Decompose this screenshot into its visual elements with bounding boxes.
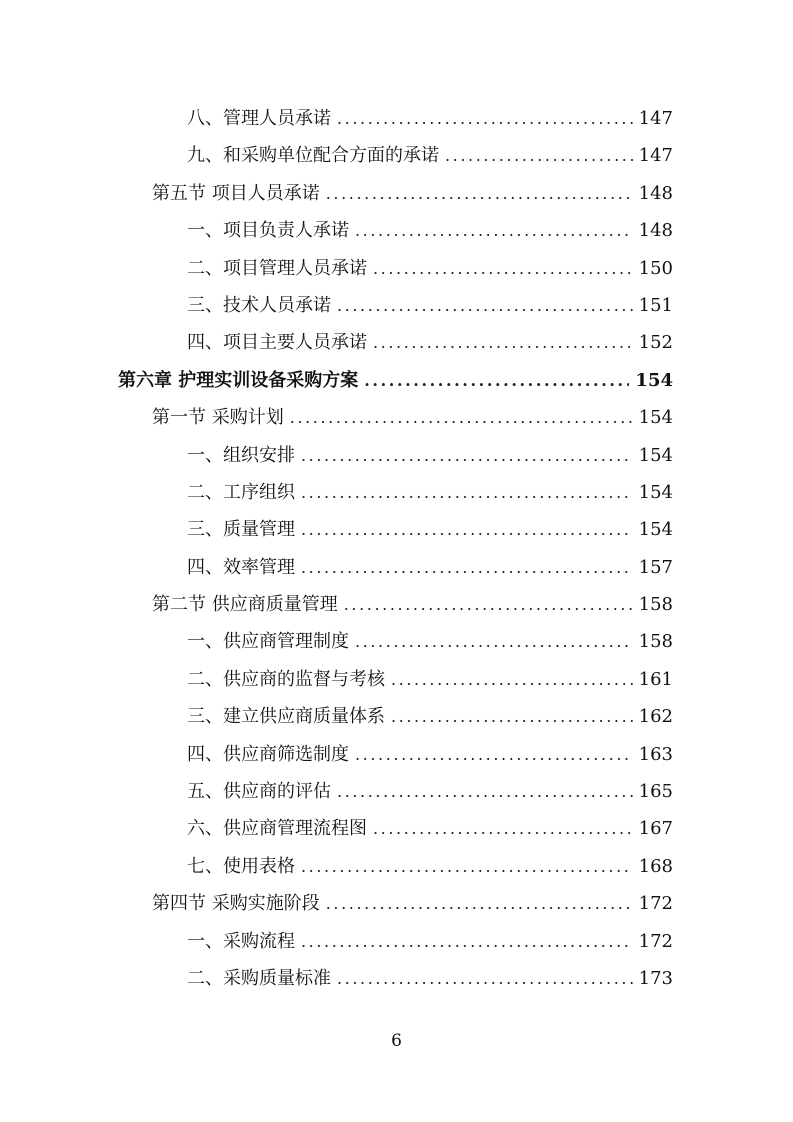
toc-entry-page: 172 bbox=[638, 930, 673, 952]
toc-entry[interactable] bbox=[0, 100, 793, 137]
toc-entry[interactable] bbox=[0, 923, 793, 960]
dot-leader bbox=[355, 736, 633, 773]
dot-leader bbox=[373, 324, 633, 361]
toc-entry-page: 150 bbox=[638, 257, 673, 279]
toc-entry-page: 154 bbox=[638, 481, 673, 503]
toc-entry-page: 158 bbox=[638, 631, 673, 653]
toc-entry[interactable] bbox=[0, 698, 793, 735]
toc-entry-page: 151 bbox=[638, 294, 673, 316]
dot-leader bbox=[445, 137, 633, 174]
toc-entry-title: 二、采购质量标准 bbox=[187, 967, 331, 989]
toc-entry-page: 148 bbox=[638, 220, 673, 242]
toc-entry-title: 九、和采购单位配合方面的承诺 bbox=[187, 145, 439, 167]
toc-entry-title: 三、技术人员承诺 bbox=[187, 294, 331, 316]
dot-leader bbox=[344, 586, 633, 623]
toc-entry-page: 163 bbox=[638, 743, 673, 765]
toc-entry-title: 一、组织安排 bbox=[187, 444, 295, 466]
dot-leader bbox=[373, 810, 633, 847]
toc-entry-title: 第六章 护理实训设备采购方案 bbox=[118, 369, 359, 391]
toc-entry-page: 152 bbox=[638, 332, 673, 354]
toc-entry[interactable] bbox=[0, 212, 793, 249]
toc-entry-title: 第四节 采购实施阶段 bbox=[152, 893, 320, 915]
toc-entry-page: 154 bbox=[638, 519, 673, 541]
dot-leader bbox=[355, 212, 633, 249]
toc-entry-page: 154 bbox=[635, 369, 673, 391]
toc-entry[interactable] bbox=[0, 437, 793, 474]
dot-leader bbox=[337, 960, 633, 997]
dot-leader bbox=[355, 623, 633, 660]
toc-entry-title: 二、项目管理人员承诺 bbox=[187, 257, 367, 279]
toc-entry[interactable] bbox=[0, 848, 793, 885]
dot-leader bbox=[337, 773, 633, 810]
dot-leader bbox=[301, 474, 633, 511]
dot-leader bbox=[301, 923, 633, 960]
dot-leader bbox=[337, 100, 633, 137]
toc-entry-title: 第二节 供应商质量管理 bbox=[152, 594, 338, 616]
toc-entry[interactable] bbox=[0, 399, 793, 436]
toc-entry-page: 147 bbox=[638, 108, 673, 129]
toc-entry-title: 三、建立供应商质量体系 bbox=[187, 706, 385, 728]
dot-leader bbox=[301, 549, 633, 586]
dot-leader bbox=[301, 437, 633, 474]
toc-entry-page: 154 bbox=[638, 407, 673, 429]
toc-entry-title: 第一节 采购计划 bbox=[152, 407, 284, 429]
toc-entry[interactable] bbox=[0, 137, 793, 174]
toc-entry[interactable] bbox=[0, 661, 793, 698]
toc-entry[interactable] bbox=[0, 474, 793, 511]
toc-entry-title: 一、供应商管理制度 bbox=[187, 631, 349, 653]
table-of-contents bbox=[0, 100, 793, 997]
toc-entry-title: 六、供应商管理流程图 bbox=[187, 818, 367, 840]
toc-entry-title: 二、供应商的监督与考核 bbox=[187, 668, 385, 690]
toc-entry-page: 162 bbox=[638, 706, 673, 728]
dot-leader bbox=[326, 175, 633, 212]
dot-leader bbox=[337, 287, 633, 324]
toc-entry-page: 154 bbox=[638, 444, 673, 466]
toc-entry-page: 147 bbox=[638, 145, 673, 167]
toc-entry-title: 四、效率管理 bbox=[187, 556, 295, 578]
dot-leader bbox=[391, 661, 633, 698]
toc-entry-page: 148 bbox=[638, 182, 673, 204]
dot-leader bbox=[373, 250, 633, 287]
toc-entry[interactable] bbox=[0, 773, 793, 810]
toc-entry[interactable] bbox=[0, 250, 793, 287]
toc-entry-page: 158 bbox=[638, 594, 673, 616]
toc-entry-page: 157 bbox=[638, 556, 673, 578]
toc-entry-title: 三、质量管理 bbox=[187, 519, 295, 541]
toc-entry-page: 173 bbox=[638, 967, 673, 989]
toc-entry-title: 八、管理人员承诺 bbox=[187, 108, 331, 129]
toc-entry-title: 一、采购流程 bbox=[187, 930, 295, 952]
dot-leader bbox=[301, 848, 633, 885]
toc-entry[interactable] bbox=[0, 511, 793, 548]
toc-entry[interactable] bbox=[0, 175, 793, 212]
toc-entry[interactable] bbox=[0, 960, 793, 997]
dot-leader bbox=[290, 399, 633, 436]
toc-entry[interactable] bbox=[0, 549, 793, 586]
toc-entry[interactable] bbox=[0, 324, 793, 361]
toc-entry-page: 172 bbox=[638, 893, 673, 915]
toc-entry-title: 五、供应商的评估 bbox=[187, 781, 331, 803]
toc-entry-title: 第五节 项目人员承诺 bbox=[152, 182, 320, 204]
toc-entry-title: 一、项目负责人承诺 bbox=[187, 220, 349, 242]
dot-leader bbox=[391, 698, 633, 735]
toc-entry[interactable] bbox=[0, 623, 793, 660]
toc-entry-title: 四、供应商筛选制度 bbox=[187, 743, 349, 765]
toc-entry-title: 七、使用表格 bbox=[187, 855, 295, 877]
toc-chapter-entry[interactable] bbox=[0, 362, 793, 399]
toc-entry-title: 二、工序组织 bbox=[187, 481, 295, 503]
toc-entry[interactable] bbox=[0, 885, 793, 922]
toc-entry-page: 167 bbox=[638, 818, 673, 840]
toc-entry[interactable] bbox=[0, 586, 793, 623]
page-number: 6 bbox=[391, 1031, 402, 1051]
dot-leader bbox=[301, 511, 633, 548]
dot-leader bbox=[364, 362, 629, 399]
dot-leader bbox=[326, 885, 633, 922]
toc-entry-title: 四、项目主要人员承诺 bbox=[187, 332, 367, 354]
toc-entry[interactable] bbox=[0, 736, 793, 773]
toc-entry-page: 168 bbox=[638, 855, 673, 877]
toc-entry-page: 165 bbox=[638, 781, 673, 803]
toc-entry-page: 161 bbox=[638, 668, 673, 690]
toc-entry[interactable] bbox=[0, 810, 793, 847]
toc-entry[interactable] bbox=[0, 287, 793, 324]
